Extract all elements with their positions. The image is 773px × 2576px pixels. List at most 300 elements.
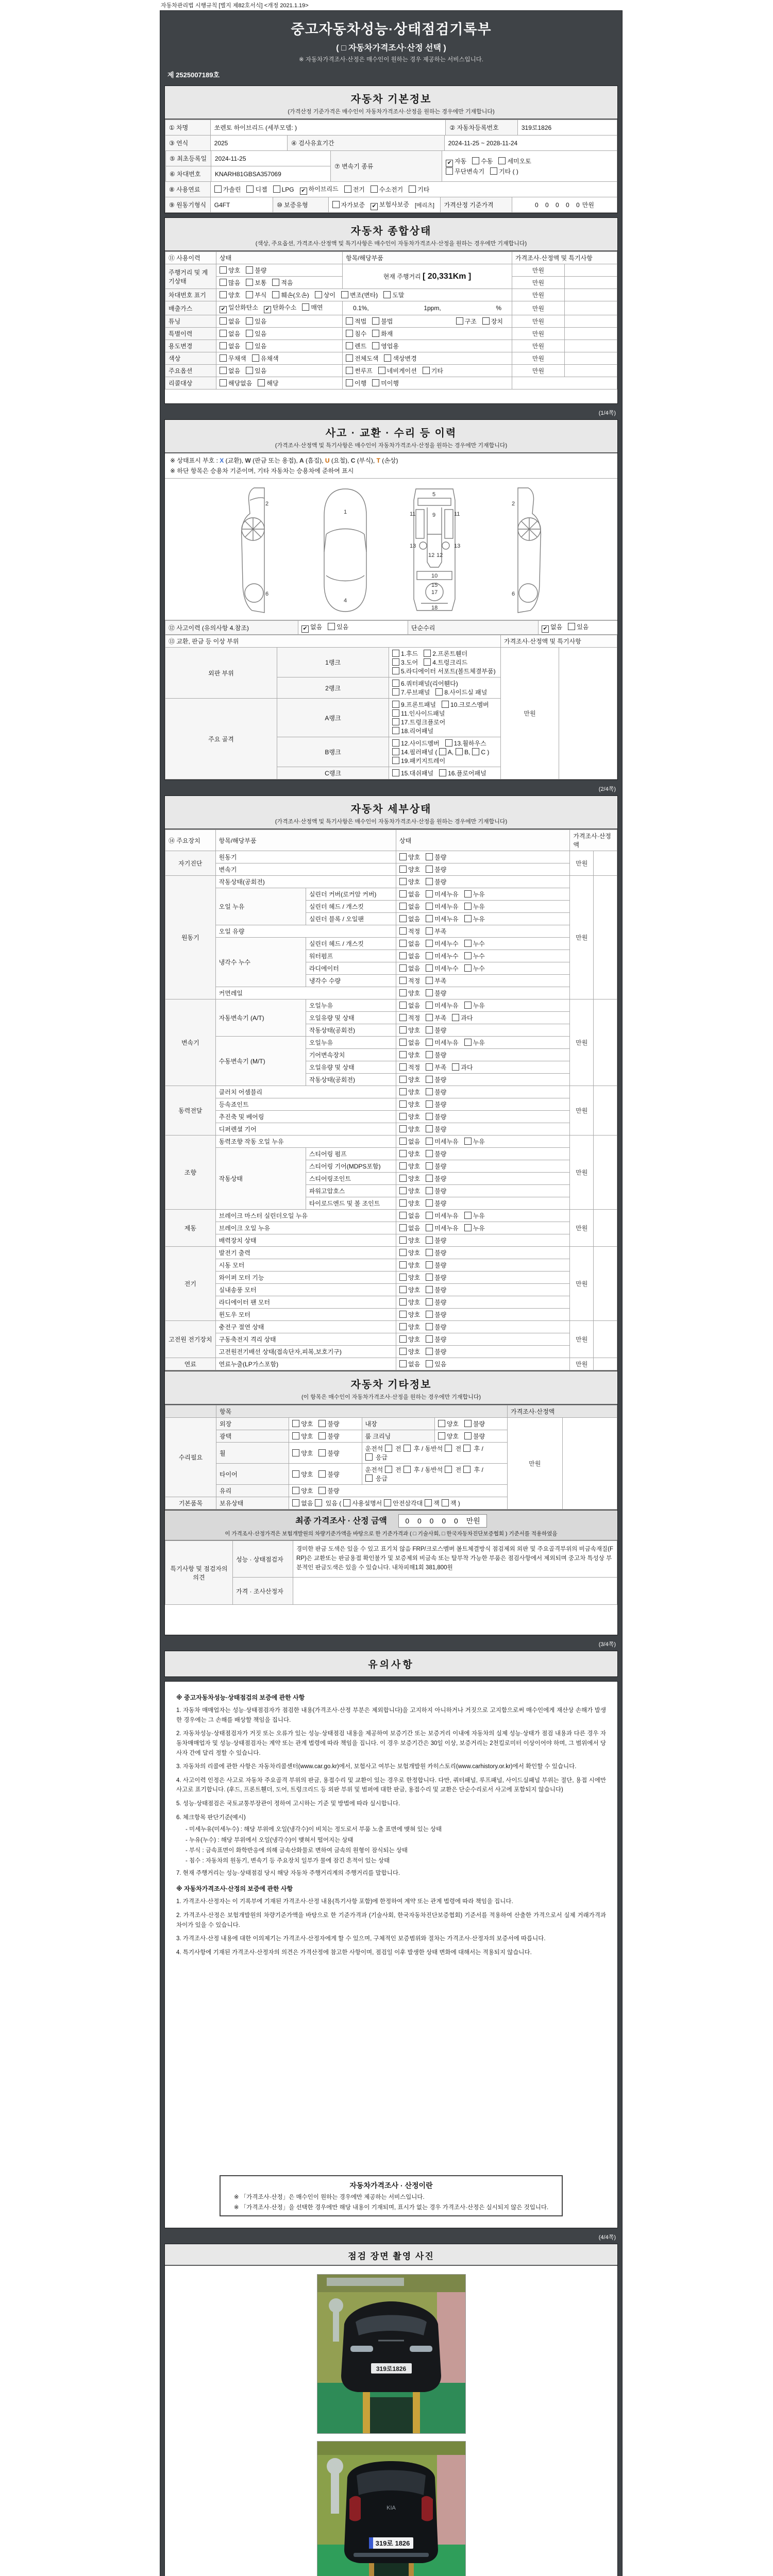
checkbox [482,317,490,325]
table-cell [211,182,617,197]
table-cell: 0.1%, 1ppm, % [343,301,512,315]
checkbox-checked: ✔ [264,306,271,313]
checkbox [464,1212,472,1219]
checkbox [220,330,227,337]
checkbox [399,1162,407,1170]
checkbox [472,157,479,164]
checkbox [372,330,379,337]
svg-text:2: 2 [265,501,269,507]
notice-section-heading: ※ 중고자동차성능·상태점검의 보증에 관한 사항 [176,1694,305,1701]
status-code-c: C [350,457,356,464]
table-cell [565,365,617,377]
accident-history-row [165,620,618,635]
checkbox-option: 불량 [318,1419,339,1428]
checkbox-option: 불량 [426,1174,446,1183]
table-cell [565,289,617,301]
svg-text:11: 11 [410,511,416,517]
checkbox-option: 양호 [399,1125,420,1133]
checkbox [372,317,379,325]
page-marker-3: (3/4쪽) [598,1641,616,1648]
table-cell: 실린더 헤드 / 개스킷 [306,938,396,950]
checkbox-option: 가솔린 [214,185,241,194]
checkbox-option: 보통 [246,278,266,287]
table-cell: 오일누유 [306,1037,396,1049]
checkbox-option: 적음 [272,278,293,287]
checkbox [426,1039,433,1046]
checkbox [399,890,407,897]
checkbox-option: 양호 [399,1174,420,1183]
notice-item: 6. 체크항목 판단기준(예시) [176,1814,246,1821]
checkbox-option: 렌트 [346,342,366,350]
checkbox [399,1360,407,1367]
checkbox-option: 기타 ( ) [490,167,518,176]
final-price-bar [165,1510,617,1540]
table-cell [396,1234,570,1247]
checkbox-option: 불량 [426,1199,446,1208]
table-cell: 만원 [570,1210,594,1247]
checkbox-option: 양호 [399,989,420,997]
checkbox-option: 불량 [426,1162,446,1171]
table-cell [216,264,343,277]
table-cell: 고전원 전기장치 [165,1321,216,1358]
checkbox [246,291,253,298]
panel-overall-state [164,217,618,404]
checkbox-option: 누수 [464,964,485,973]
checkbox-option: 양호 [399,1162,420,1171]
table-cell [396,1098,570,1111]
table-cell: 만원 [570,1321,594,1358]
panel-basic-info [164,86,618,213]
table-cell [396,1024,570,1037]
overall-caption-note: (색상, 주요옵션, 가격조사·산정액 및 특기사항은 매수인이 자동차가격조사·산정을 원하는 경우에만 기재합니다) [255,241,527,247]
checkbox-option: 없음 [399,1224,420,1232]
checkbox [214,185,222,193]
checkbox-option: 불량 [426,1261,446,1269]
table-cell: ④ 검사유효기간 [288,135,445,151]
svg-text:6: 6 [512,591,515,597]
table-cell: 2024-11-25 [211,151,331,166]
checkbox [220,266,227,274]
table-cell [594,1358,617,1370]
table-cell [396,1259,570,1272]
checkbox [438,1420,445,1427]
table-cell: 만원 [512,328,565,340]
table-cell [389,648,501,677]
checkbox [426,853,433,860]
status-code-w: W [245,457,251,464]
checkbox [246,185,254,193]
checkbox-option: 미세누수 [426,964,458,973]
checkbox [346,330,353,337]
checkbox [246,279,253,286]
checkbox-option: 디젤 [246,185,267,194]
table-cell: 만원 [512,352,565,365]
checkbox-checked: ✔ [220,306,227,313]
checkbox [292,1487,299,1494]
checkbox-option: 19.패키지트레이 [392,756,445,765]
checkbox-option: 양호 [399,1310,420,1319]
checkbox-option: 부족 [426,976,446,985]
checkbox [220,317,227,325]
table-cell [396,913,570,925]
table-cell [396,950,570,962]
svg-text:4: 4 [344,598,347,604]
checkbox [383,291,391,298]
document-title: 중고자동차성능·상태점검기록부 [291,22,492,37]
checkbox-option: 10.크로스멤버 [442,700,489,709]
table-cell: 시동 모터 [215,1259,396,1272]
checkbox-option: 불량 [318,1432,339,1440]
table-cell [396,1148,570,1160]
status-code-legend: ※ 상태표시 부호 : X (교환), W (판금 또는 용접), A (흠집), U (요철), C (부식), T (손상) [170,457,398,464]
checkbox-option: 불량 [426,1248,446,1257]
table-cell: 스티어링 펌프 [306,1148,396,1160]
table-cell: 만원 [512,340,565,352]
checkbox-option: 영업용 [372,342,399,350]
checkbox [292,1470,299,1478]
checkbox-option: 양호 [399,1026,420,1035]
checkbox [399,1224,407,1231]
checkbox [426,866,433,873]
table-cell: 실린더 블록 / 오일팬 [306,913,396,925]
checkbox [456,317,463,325]
checkbox-option: 12.사이드멤버 [392,739,440,748]
checkbox-option: 누유 [464,1137,485,1146]
checkbox-option: 변조(변타) [341,291,378,299]
checkbox [399,853,407,860]
price-appraisal-info-box: 자동차가격조사 · 산정이란 ※ 「가격조사·산정」은 매수인이 원하는 경우에만 제공하는 서비스입니다. ※ 「가격조사·산정」을 선택한 경우에만 해당 내용이 기재되며, 표시가 없는 경우 가격조사·산정은 실시되지 않은 것입니다. [220,2175,563,2216]
checkbox-option: 적정 [399,976,420,985]
checkbox [399,1323,407,1330]
checkbox-option: 기타 [423,366,443,375]
checkbox [399,1026,407,1033]
car-diagrams [165,479,617,620]
checkbox-option: 해당없음 [220,379,252,387]
checkbox [426,977,433,984]
table-cell: 오일유량 및 상태 [306,1061,396,1074]
table-cell: 오일 유량 [215,925,396,938]
checkbox [442,701,449,708]
table-cell [594,1136,617,1210]
table-cell [562,1418,617,1510]
table-cell [396,999,570,1012]
checkbox-option: 적정 [399,1063,420,1072]
checkbox [399,1274,407,1281]
checkbox-option: 도말 [383,291,404,299]
checkbox [399,952,407,959]
checkbox-option: 미세누유 [426,1224,458,1232]
checkbox-option: 양호 [399,1112,420,1121]
checkbox-option: 6.쿼터패널(리어휀다) [392,679,458,688]
checkbox [371,185,378,193]
table-cell [396,901,570,913]
checkbox-option: 매연 [302,303,323,312]
checkbox [318,1487,326,1494]
checkbox [399,1051,407,1058]
checkbox [246,342,253,349]
checkbox-option: 7.루브패널 [392,688,430,697]
checkbox [426,1286,433,1293]
notice-item: 7. 현재 주행거리는 성능·상태점검 당시 해당 자동차 주행거리계의 주행거리를 말합니다. [176,1870,400,1876]
document-header [164,11,618,86]
table-cell [565,315,617,328]
table-cell [396,876,570,888]
svg-text:13: 13 [410,543,416,549]
checkbox-option: 있음 [246,329,266,338]
basic-caption: 자동차 기본정보 [350,94,432,105]
table-cell: 2랭크 [277,677,389,699]
table-cell: 외장 [216,1418,289,1430]
table-cell: 내장 [362,1418,434,1430]
table-cell: 작동상태(공회전) [306,1024,396,1037]
table-cell [565,340,617,352]
checkbox-option: 양호 [399,1285,420,1294]
checkbox [385,1445,392,1452]
checkbox [472,748,479,755]
table-cell: 운전석 전 후 / 동반석 전 후 / 응급 [362,1443,508,1464]
checkbox [399,1063,407,1071]
page-marker-1: (1/4쪽) [598,410,616,416]
table-cell: ⑥ 차대번호 [166,166,211,182]
checkbox-option: 16.플로어패널 [439,769,486,777]
checkbox-option: 불량 [426,1273,446,1282]
svg-text:12: 12 [428,552,435,558]
detail-caption-bar [165,796,617,829]
checkbox-option: 18.리어패널 [392,726,433,735]
notice-body [165,1682,617,2228]
notice-item: 1. 가격조사·산정자는 이 기록부에 기재된 가격조사·산정 내용(특기사항 포함)에 한정하여 계약 또는 관계 법령에 따라 책임을 집니다. [176,1899,513,1905]
panel-notice-body [164,1681,618,2228]
checkbox-option: ✔ 보험사보증 [371,200,409,210]
checkbox [318,1420,326,1427]
checkbox [426,903,433,910]
checkbox [392,748,399,755]
checkbox [426,1026,433,1033]
table-cell [396,938,570,950]
checkbox [252,354,259,362]
checkbox [392,769,399,776]
checkbox-option: 양호 [399,1347,420,1356]
checkbox-option: 불량 [426,1075,446,1084]
table-cell [396,1210,570,1222]
checkbox [220,379,227,386]
checkbox-option: 5.라디에이터 서포트(볼트체결부품) [392,667,496,675]
notice-box-line: ※ 「가격조사·산정」은 매수인이 원하는 경우에만 제공하는 서비스입니다. [233,2194,425,2200]
table-cell: 라디에이터 팬 모터 [215,1296,396,1309]
checkbox-option: A, [439,748,453,756]
checkbox-option: 없음 [399,1360,420,1368]
checkbox [426,1002,433,1009]
notice-item: 3. 자동차의 리콜에 관한 사항은 자동차리콜센터(www.car.go.kr)에서, 보험사고 여부는 보험개발원 카히스토리(www.carhistory.or.kr)에서 확인할 수 있습니다. [176,1764,577,1770]
checkbox [346,367,353,374]
table-cell: 리콜대상 [165,377,216,389]
table-cell: 오일 누유 [215,888,306,925]
checkbox [452,1014,459,1021]
table-cell [216,377,343,389]
checkbox [346,317,353,325]
checkbox-option: 17.트렁크플로어 [392,718,445,726]
table-cell [396,1136,570,1148]
checkbox [399,866,407,873]
checkbox [344,185,351,193]
notice-section-heading: ※ 자동차가격조사·산정의 보증에 관한 사항 [176,1885,293,1893]
checkbox-option: 불량 [318,1470,339,1479]
checkbox [426,1274,433,1281]
checkbox [464,1039,472,1046]
table-cell [396,1012,570,1024]
checkbox-option: ✔ 없음 [301,622,322,633]
checkbox [343,1499,350,1506]
checkbox-option: 침수 [346,329,366,338]
table-cell [396,1123,570,1136]
table-cell: 주행거리 및 계기상태 [165,264,216,289]
table-cell: 색상 [165,352,216,365]
checkbox-option: 없음 [220,317,240,326]
table-cell: 자동변속기 (A/T) [215,999,306,1037]
table-cell: ⑨ 원동기형식 [165,197,211,213]
checkbox [435,688,443,696]
checkbox-option: 없음 [399,939,420,948]
checkbox [372,342,379,349]
checkbox [392,739,399,747]
table-cell: 타이어 [216,1464,289,1485]
table-cell [389,699,501,737]
table-cell: 만원 [570,1247,594,1321]
checkbox [424,658,431,666]
svg-text:12: 12 [436,552,443,558]
checkbox-option: 불량 [426,1088,446,1096]
table-cell [343,365,512,377]
table-cell: ⑦ 변속기 종류 [331,151,442,182]
table-cell: 외판 부위 [165,648,277,699]
checkbox [220,354,227,362]
checkbox-option: 미세누수 [426,952,458,960]
checkbox [372,379,379,386]
checkbox [399,1212,407,1219]
car-diagram-side-right [490,485,548,615]
checkbox-option: 미세누유 [426,1001,458,1010]
etc-info-table: 항목 가격조사·산정액 수리필요 외장 양호 불량 내장 양호 불량 만원 광택 양호 불량 룸 크리닝 양호 불량 휠 양호 불량 운전석 전 후 / 동반석 전 후 / 응급 타이어 양호 불량 운전석 전 후 / 동반석 전 후 / 응급 유리 양호 불량 기본품목 보유상태 없음 있음 (사용설명서안전삼각대잭잭 ) [165,1405,617,1510]
checkbox [399,1002,407,1009]
checkbox-option: 양호 [220,266,240,275]
checkbox-option: 불량 [426,865,446,874]
checkbox-option: 전 [445,1465,461,1474]
checkbox [399,1298,407,1306]
checkbox [426,1199,433,1207]
checkbox [332,201,340,208]
checkbox [426,1323,433,1330]
table-cell [343,352,512,365]
notice-item: 4. 특기사항에 기재된 가격조사·산정자의 의견은 가격산정에 참고한 사항이며, 점검일 이후 발생한 상태 변화에 대해서는 적용되지 않습니다. [176,1949,532,1956]
checkbox [315,291,322,298]
checkbox [426,1175,433,1182]
checkbox [452,1063,459,1071]
table-cell [216,328,343,340]
table-cell: ① 차명 [165,120,211,135]
checkbox [425,1499,432,1506]
checkbox [399,1125,407,1132]
checkbox-option: 수소전기 [371,185,403,194]
checkbox-option: 양호 [399,1261,420,1269]
checkbox-option: 8.사이드실 패널 [435,688,487,697]
checkbox-option: 과다 [452,1063,473,1072]
checkbox-option: 불량 [426,1323,446,1331]
checkbox [399,964,407,972]
svg-text:5: 5 [432,492,436,498]
checkbox-option: 있음 [426,1360,446,1368]
table-cell: 배력장치 상태 [215,1234,396,1247]
checkbox [426,940,433,947]
table-cell: 룸 크리닝 [362,1430,434,1443]
table-cell: 구동축전지 격리 상태 [215,1333,396,1346]
svg-text:319로 1826: 319로 1826 [375,2539,410,2547]
checkbox [445,739,452,747]
checkbox [399,1249,407,1256]
checkbox [292,1499,299,1506]
table-cell [289,1430,362,1443]
checkbox [426,1212,433,1219]
table-cell: KNARH81GBSA357069 [211,166,331,182]
notice-item: 2. 자동차성능·상태점검자가 거짓 또는 오류가 있는 성능·상태점검 내용을 제공하여 보증기간 또는 보증거리 이내에 자동차의 실제 성능·상태가 점검 내용과 다른 경우 자동차매매업자 및 성능·상태점검자는 계약 또는 관계 법령에 따라 책임을 집니다. 이 경우 보증기간은 30일 이상, 보증거리는 2천킬로미터 이상이어야 하며, 그 범위에서 당사자 간에 달리 정할 수 있습니다. [176,1731,606,1756]
checkbox-option: 양호 [292,1486,313,1495]
table-cell [289,1497,508,1510]
checkbox [426,1113,433,1120]
table-cell [396,962,570,975]
table-cell [289,1485,508,1497]
checkbox [399,1039,407,1046]
status-code-legend-2: ※ 하단 항목은 승용차 기준이며, 기타 자동차는 승용차에 준하여 표시 [165,465,617,479]
checkbox [464,903,472,910]
table-cell: 오일누유 [306,999,396,1012]
checkbox [399,1175,407,1182]
checkbox-option: 누수 [464,939,485,948]
checkbox [318,1432,326,1439]
table-cell: 클러치 어셈블리 [215,1086,396,1098]
checkbox-option: 양호 [399,1248,420,1257]
checkbox [464,1002,472,1009]
table-cell: 연료누출(LP가스포함) [215,1358,396,1370]
checkbox [426,1063,433,1071]
table-cell: 타이로드엔드 및 볼 조인트 [306,1197,396,1210]
table-cell: 원동기 [165,876,216,999]
checkbox [392,727,399,734]
checkbox-option: 누유 [464,1001,485,1010]
checkbox-option: 잭 [425,1499,440,1507]
document-subtitle: ( □ 자동차가격조사·산정 선택 ) [336,44,446,53]
checkbox-option: 미이행 [372,379,399,387]
checkbox-option: ✔ 자동 [446,157,466,167]
table-cell [216,365,343,377]
table-cell [396,1049,570,1061]
checkbox-option: 장치 [482,317,503,326]
table-cell [539,621,618,635]
checkbox [426,927,433,935]
checkbox [220,291,227,298]
notice-subitem: - 미세누유(미세누수) : 해당 부위에 오일(냉각수)이 비치는 정도로서 부품 노출 표면에 맺혀 있는 상태 [186,1826,442,1833]
panel-photos [164,2244,618,2576]
page-marker-2: (2/4쪽) [598,786,616,792]
notice-title: 유의사항 [368,1659,414,1670]
table-cell [396,1296,570,1309]
checkbox-option: 해당 [258,379,278,387]
table-cell: 고전원전기배선 상태(접속단자,피복,보호기구) [215,1346,396,1358]
table-cell: 작동상태(공회전) [306,1074,396,1086]
checkbox-option: 없음 [399,914,420,923]
table-cell: 윈도우 모터 [215,1309,396,1321]
checkbox-option: 양호 [399,1187,420,1195]
checkbox-option: 있음 [568,622,589,631]
checkbox [272,291,279,298]
